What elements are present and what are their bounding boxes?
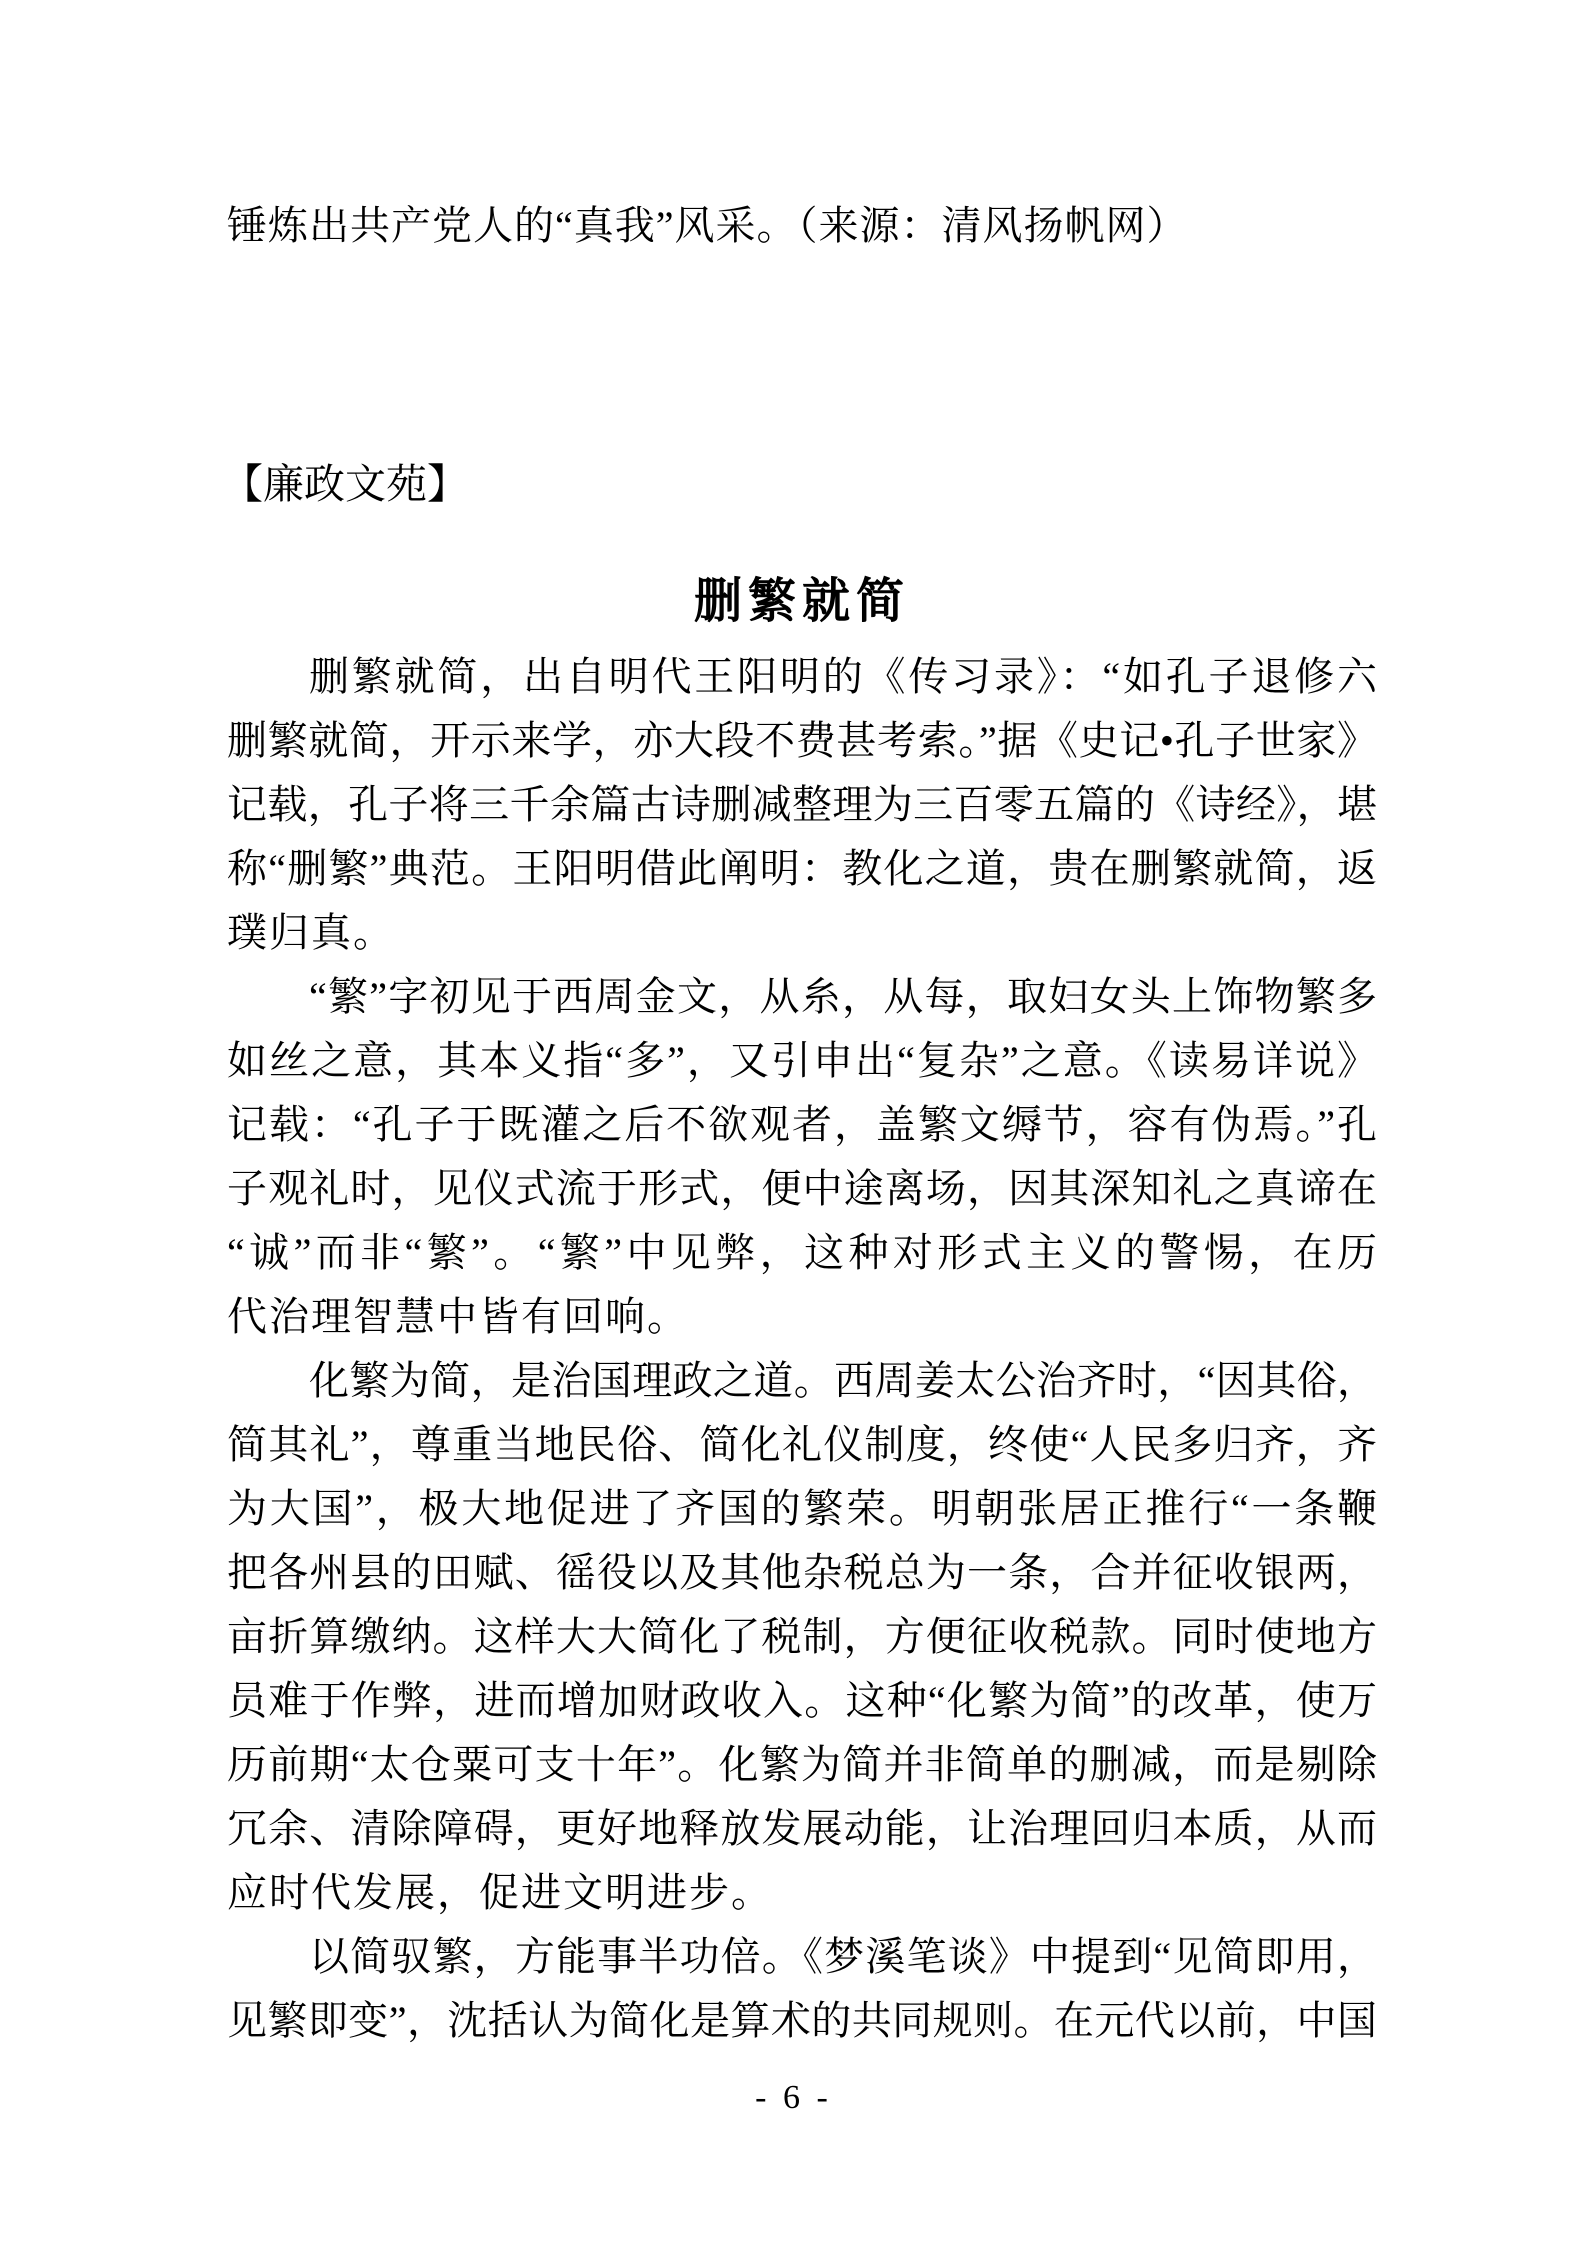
body-line: 记载：“孔子于既灌之后不欲观者，盖繁文缛节，容有伪焉。”孔 <box>227 1102 1377 1147</box>
page-number: - 6 - <box>755 2079 832 2116</box>
body-line: 冗余、清除障碍，更好地释放发展动能，让治理回归本质，从而 <box>227 1806 1377 1851</box>
body-line: 代治理智慧中皆有回响。 <box>227 1294 689 1339</box>
body-line: 为大国”，极大地促进了齐国的繁荣。明朝张居正推行“一条鞭 <box>227 1486 1377 1531</box>
body-line: 简其礼”，尊重当地民俗、简化礼仪制度，终使“人民多归齐，齐 <box>227 1422 1377 1467</box>
page-top-paragraph: 锤炼出共产党人的“真我”风采。（来源：清风扬帆网） <box>227 203 1188 248</box>
body-line: 应时代发展，促进文明进步。 <box>227 1870 773 1915</box>
body-line: 称“删繁”典范。王阳明借此阐明：教化之道，贵在删繁就简，返 <box>227 846 1377 891</box>
body-line: 记载，孔子将三千余篇古诗删减整理为三百零五篇的《诗经》，堪 <box>227 782 1377 827</box>
body-line: 删繁就简，出自明代王阳明的《传习录》：“如孔子退修六 <box>309 654 1377 699</box>
body-line: 子观礼时，见仪式流于形式，便中途离场，因其深知礼之真谛在 <box>227 1166 1377 1211</box>
body-line: 璞归真。 <box>227 910 395 955</box>
article-title: 删繁就简 <box>693 575 910 628</box>
body-line: “繁”字初见于西周金文，从糸，从每，取妇女头上饰物繁多 <box>309 974 1377 1019</box>
body-line: 如丝之意，其本义指“多”，又引申出“复杂”之意。《读易详说》 <box>227 1038 1377 1083</box>
body-line: 见繁即变”，沈括认为简化是算术的共同规则。在元代以前，中国 <box>227 1998 1377 2043</box>
body-line: 历前期“太仓粟可支十年”。化繁为简并非简单的删减，而是剔除 <box>227 1742 1377 1787</box>
body-line: 删繁就简，开示来学，亦大段不费甚考索。”据《史记•孔子世家》 <box>227 718 1377 763</box>
body-line: 化繁为简，是治国理政之道。西周姜太公治齐时，“因其俗， <box>309 1358 1377 1403</box>
body-line: 亩折算缴纳。这样大大简化了税制，方便征收税款。同时使地方 <box>227 1614 1377 1659</box>
section-header: 【廉政文苑】 <box>222 461 468 507</box>
body-line: 员难于作弊，进而增加财政收入。这种“化繁为简”的改革，使万 <box>227 1678 1377 1723</box>
article-body <box>227 645 1377 2053</box>
body-line: “诚”而非“繁”。“繁”中见弊，这种对形式主义的警惕，在历 <box>227 1230 1377 1275</box>
body-line: 以简驭繁，方能事半功倍。《梦溪笔谈》中提到“见简即用， <box>309 1934 1377 1979</box>
body-line: 把各州县的田赋、徭役以及其他杂税总为一条，合并征收银两， <box>227 1550 1377 1595</box>
